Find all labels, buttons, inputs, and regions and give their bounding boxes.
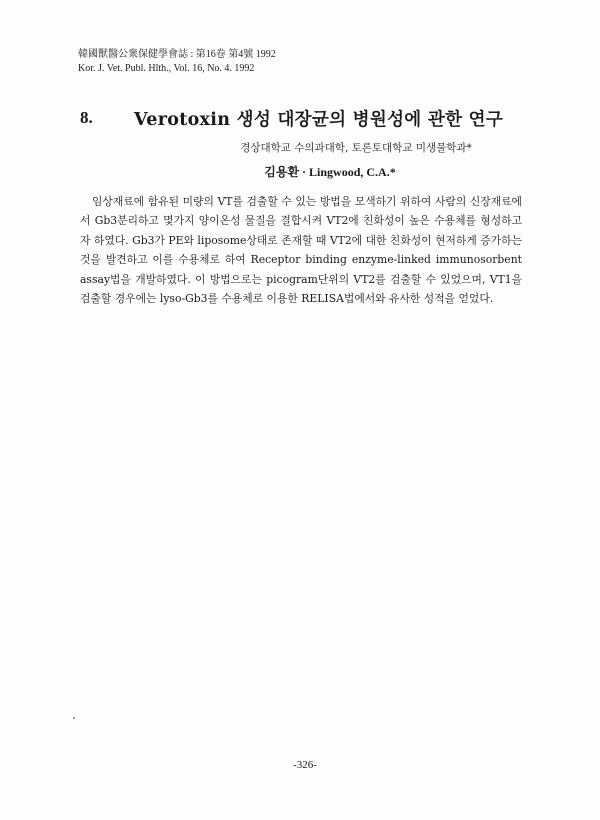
- article-title: Verotoxin 생성 대장균의 병원성에 관한 연구: [134, 110, 504, 130]
- journal-line-korean: 韓國獸醫公衆保健學會誌 : 第16卷 第4號 1992: [78, 49, 276, 60]
- journal-header: [78, 48, 276, 76]
- affiliations: 경상대학교 수의과대학, 토론토대학교 미생물학과*: [240, 142, 472, 154]
- scan-speck: [73, 717, 75, 719]
- authors: 김용환 · Lingwood, C.A.*: [264, 165, 396, 179]
- abstract: [80, 192, 522, 308]
- article-number: 8.: [80, 108, 93, 127]
- journal-line-english: Kor. J. Vet. Publ. Hlth., Vol. 16, No. 4. 1992: [78, 63, 255, 74]
- page-number: -326-: [293, 759, 317, 771]
- abstract-paragraph: 임상재료에 함유된 미량의 VT를 검출할 수 있는 방법을 모색하기 위하여 사람의 신장재료에서 Gb3분리하고 몇가지 양이온성 물질을 결합시켜 VT2에 친화성이 높은 수용체를 형성하고자 하였다. Gb3가 PE와 liposome상태로 존재할 때 VT2에 대한 친화성이 현저하게 증가하는 것을 발견하고 이를 수용체로 하여 Receptor binding enzyme-linked immunosorbent assay법을 개발하였다. 이 방법으로는 picogram단위의 VT2를 검출할 수 있었으며, VT1을 검출할 경우에는 lyso-Gb3를 수용체로 이용한 RELISA법에서와 유사한 성적을 얻었다.: [80, 195, 523, 306]
